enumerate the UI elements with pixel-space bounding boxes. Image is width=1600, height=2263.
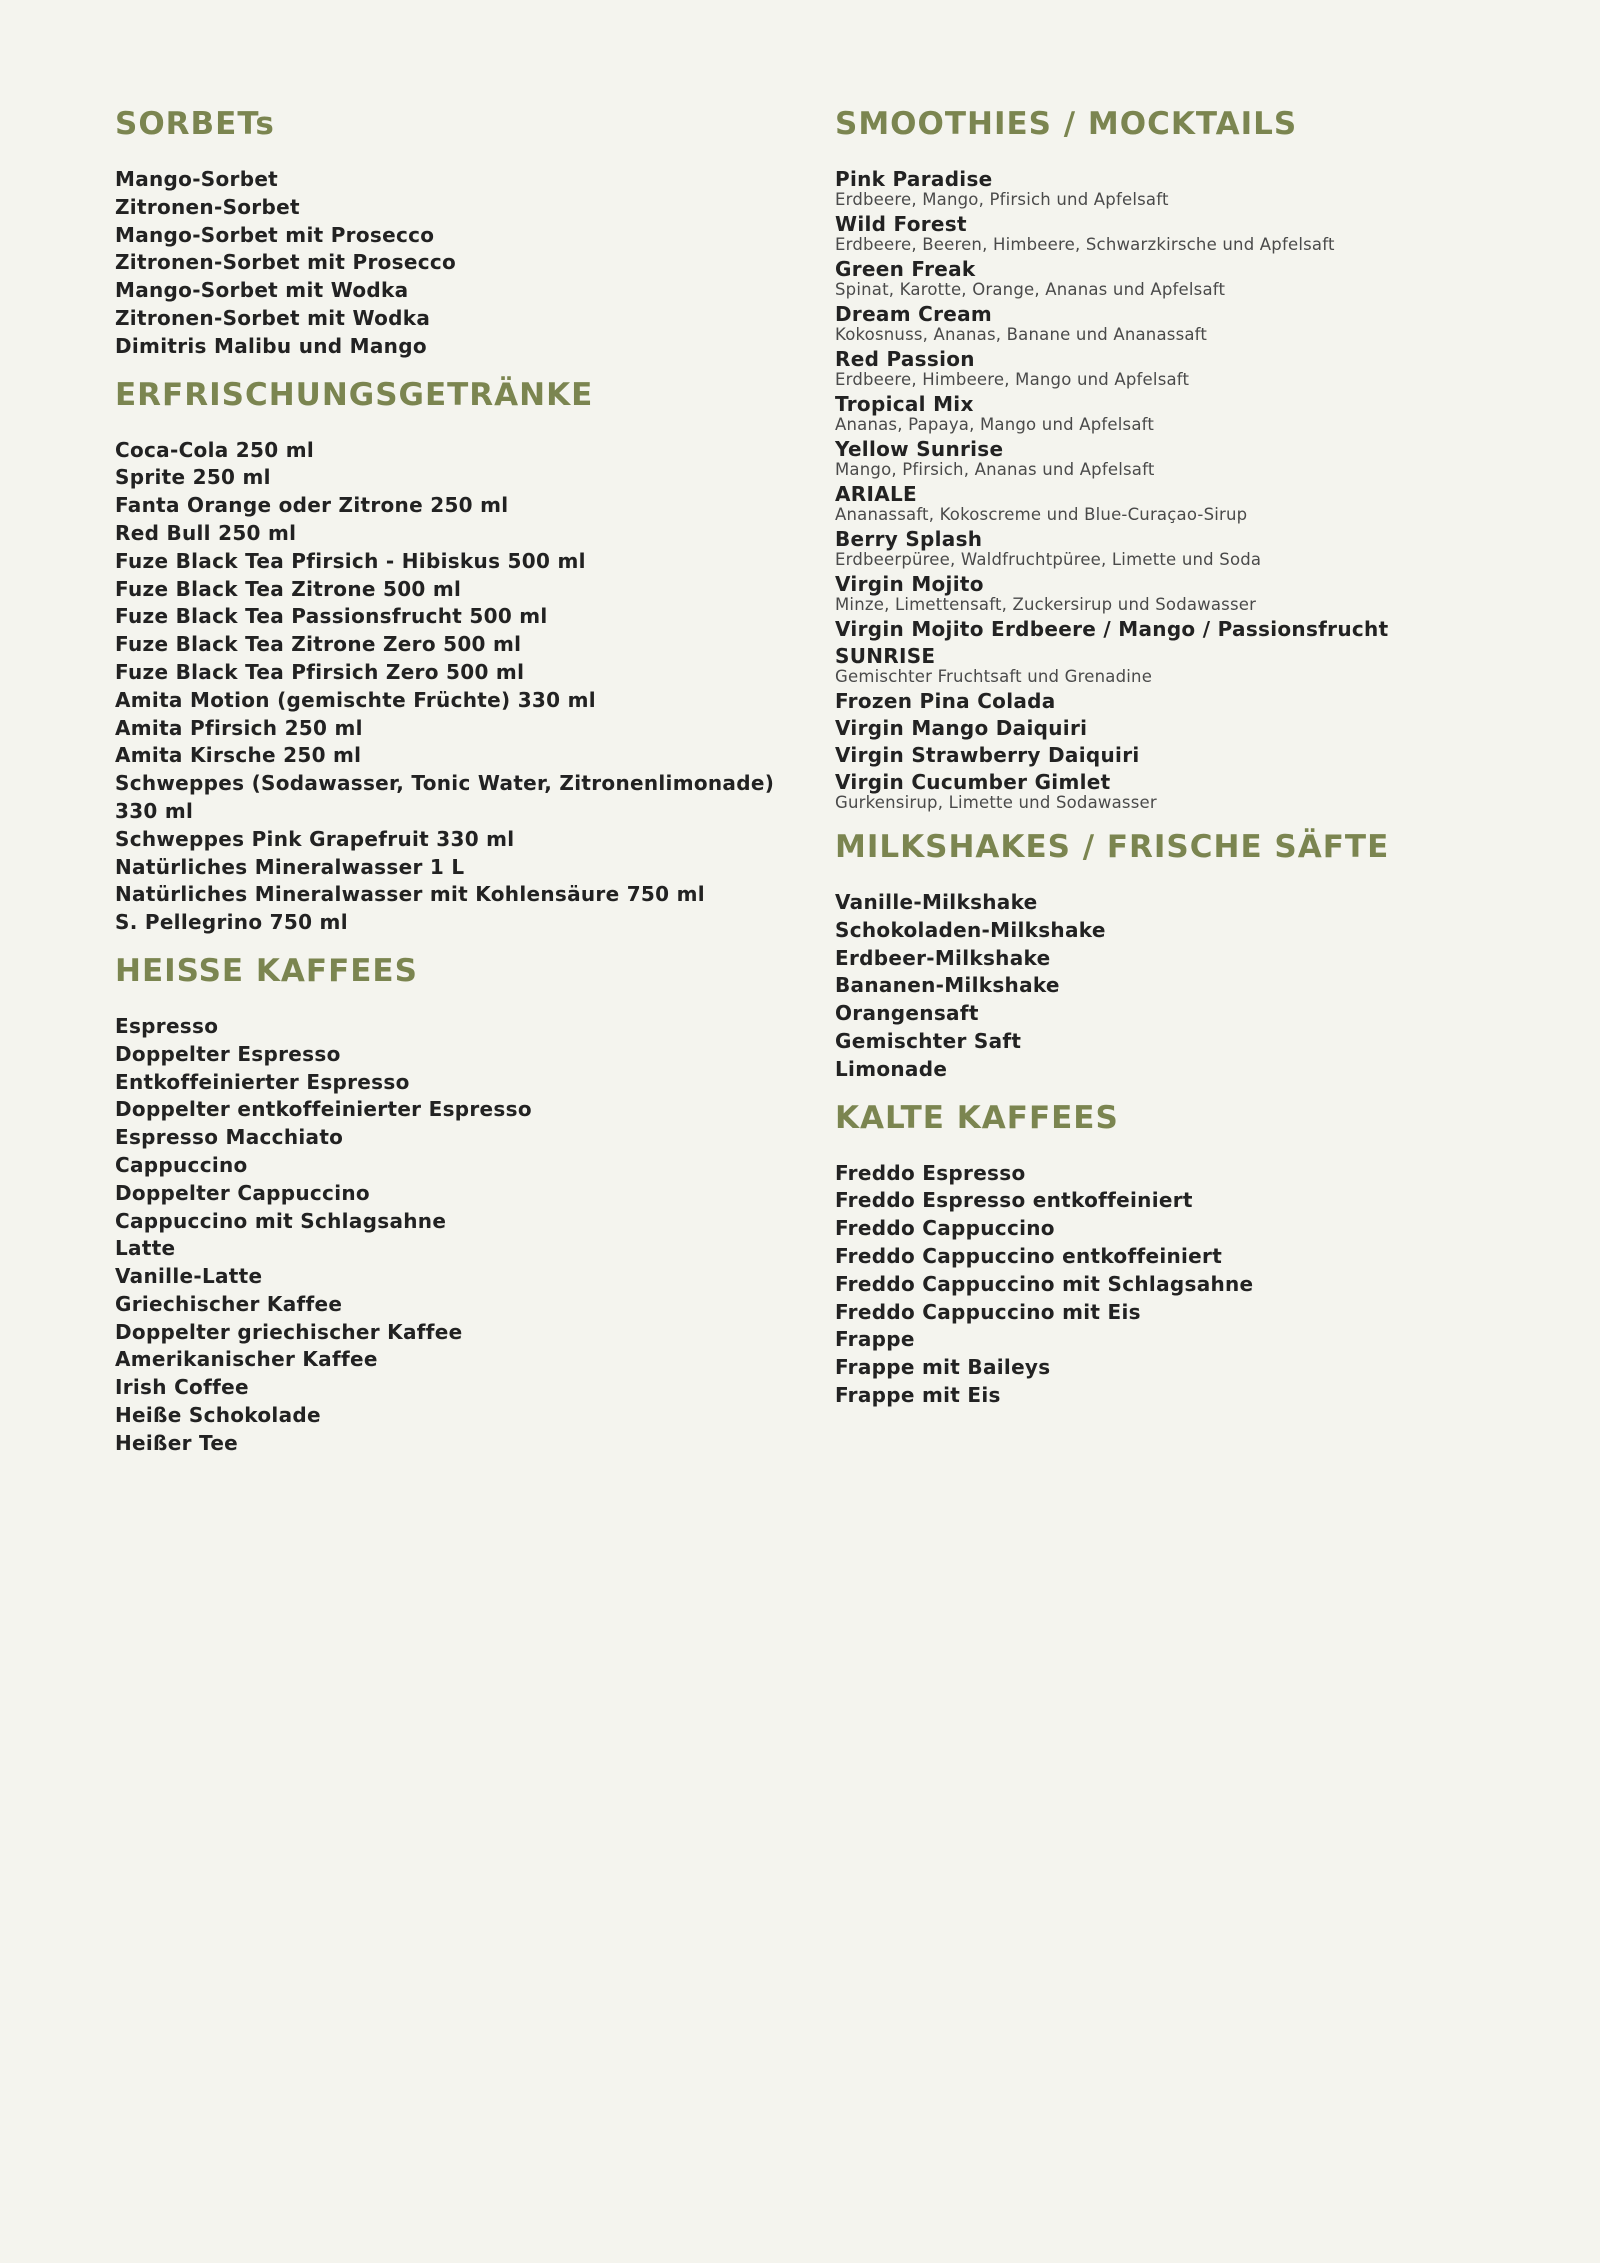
item-description: Mango, Pfirsich, Ananas und Apfelsaft — [835, 460, 1155, 479]
menu-item — [115, 1263, 795, 1291]
menu-item — [835, 1243, 1535, 1271]
item-name: Irish Coffee — [115, 1375, 249, 1400]
item-name: Frappe mit Baileys — [835, 1355, 1051, 1380]
menu-item — [835, 643, 1535, 687]
item-name: Virgin Mango Daiquiri — [835, 716, 1088, 740]
menu-item — [115, 659, 795, 687]
menu-item — [115, 603, 795, 631]
menu-item — [115, 1208, 795, 1236]
menu-item — [835, 1028, 1535, 1056]
left-column — [115, 104, 795, 1472]
item-name: Fuze Black Tea Pfirsich - Hibiskus 500 ml — [115, 548, 586, 573]
menu-item — [835, 889, 1535, 917]
section-title: HEISSE KAFFEES — [115, 952, 418, 989]
item-name: Berry Splash — [835, 527, 983, 551]
menu-item — [835, 688, 1535, 715]
item-name: Freddo Cappuccino mit Schlagsahne — [835, 1271, 1254, 1296]
item-name: Dimitris Malibu und Mango — [115, 333, 427, 358]
item-name: Gemischter Saft — [835, 1028, 1022, 1053]
menu-item — [835, 1056, 1535, 1084]
item-name: Frappe mit Eis — [835, 1382, 1001, 1407]
item-description: Erdbeere, Mango, Pfirsich und Apfelsaft — [835, 190, 1169, 209]
item-name: Vanille-Milkshake — [835, 890, 1038, 914]
menu-item — [835, 1354, 1535, 1382]
item-name: Mango-Sorbet — [115, 167, 279, 191]
item-name: Tropical Mix — [835, 392, 974, 416]
item-name: Natürliches Mineralwasser 1 L — [115, 854, 465, 879]
menu-item — [835, 1299, 1535, 1327]
item-name: Cappuccino — [115, 1152, 248, 1177]
menu-item — [835, 616, 1535, 643]
item-name: Latte — [115, 1236, 176, 1261]
menu-item — [835, 1326, 1535, 1354]
menu-item — [835, 571, 1535, 615]
menu-item — [115, 1235, 795, 1263]
menu-item — [115, 437, 795, 465]
item-name: Natürliches Mineralwasser mit Kohlensäure 750 ml — [115, 882, 705, 907]
menu-item — [835, 436, 1535, 480]
item-name: Amerikanischer Kaffee — [115, 1347, 378, 1372]
menu-item — [835, 769, 1535, 813]
item-description: Spinat, Karotte, Orange, Ananas und Apfelsaft — [835, 280, 1226, 299]
menu-item — [115, 305, 795, 333]
item-name: Orangensaft — [835, 1001, 979, 1026]
menu-item — [835, 346, 1535, 390]
item-name: Sprite 250 ml — [115, 465, 271, 490]
item-name: Freddo Cappuccino entkoffeiniert — [835, 1243, 1223, 1268]
menu-section-milkshakes-frische-safte — [835, 827, 1535, 1084]
menu-item — [115, 1096, 795, 1124]
menu-section-erfrischungsgetranke — [115, 375, 795, 937]
item-name: Griechischer Kaffee — [115, 1291, 343, 1316]
menu-item — [115, 854, 795, 882]
item-name: Vanille-Latte — [115, 1264, 263, 1289]
section-title: KALTE KAFFEES — [835, 1099, 1119, 1136]
menu-item — [835, 481, 1535, 525]
menu-item — [835, 166, 1535, 210]
menu-item — [115, 631, 795, 659]
menu-section-kalte-kaffees — [835, 1098, 1535, 1410]
menu-item — [835, 742, 1535, 769]
menu-item — [115, 1346, 795, 1374]
menu-section-heisse-kaffees — [115, 951, 795, 1458]
item-name: S. Pellegrino 750 ml — [115, 910, 348, 935]
item-name: Erdbeer-Milkshake — [835, 945, 1051, 970]
menu-section-sorbets — [115, 104, 795, 361]
item-name: Doppelter griechischer Kaffee — [115, 1319, 463, 1344]
menu-item — [835, 1271, 1535, 1299]
item-name: Fuze Black Tea Pfirsich Zero 500 ml — [115, 659, 525, 684]
item-name: Freddo Cappuccino — [835, 1216, 1055, 1241]
item-name: Zitronen-Sorbet mit Prosecco — [115, 250, 457, 275]
item-description: Minze, Limettensaft, Zuckersirup und Sodawasser — [835, 595, 1257, 614]
item-name: Zitronen-Sorbet mit Wodka — [115, 305, 431, 330]
right-column — [835, 104, 1535, 1424]
menu-item — [835, 1382, 1535, 1410]
item-name: Coca-Cola 250 ml — [115, 437, 315, 462]
menu-item — [835, 256, 1535, 300]
item-name: Zitronen-Sorbet — [115, 194, 300, 219]
item-name: Doppelter Cappuccino — [115, 1180, 370, 1205]
menu-item — [835, 917, 1535, 945]
item-name: Wild Forest — [835, 212, 967, 236]
menu-item — [835, 972, 1535, 1000]
item-name: Fuze Black Tea Passionsfrucht 500 ml — [115, 604, 548, 629]
menu-item — [115, 1013, 795, 1041]
item-description: Erdbeere, Beeren, Himbeere, Schwarzkirsche und Apfelsaft — [835, 235, 1335, 254]
menu-item — [115, 1374, 795, 1402]
menu-item — [115, 520, 795, 548]
item-description: Kokosnuss, Ananas, Banane und Ananassaft — [835, 325, 1208, 344]
item-name: Doppelter entkoffeinierter Espresso — [115, 1097, 532, 1122]
item-name: Heißer Tee — [115, 1430, 239, 1455]
menu-item — [115, 1319, 795, 1347]
menu-item — [835, 945, 1535, 973]
menu-item — [115, 715, 795, 743]
menu-item — [115, 166, 795, 194]
menu-item — [115, 770, 795, 826]
item-description: Ananas, Papaya, Mango und Apfelsaft — [835, 415, 1155, 434]
menu-item — [835, 715, 1535, 742]
item-name: Virgin Mojito — [835, 572, 984, 596]
menu-item — [115, 1430, 795, 1458]
menu-item — [115, 222, 795, 250]
item-name: Espresso Macchiato — [115, 1125, 344, 1150]
menu-item — [115, 464, 795, 492]
menu-section-smoothies-mocktails — [835, 104, 1535, 813]
menu-item — [835, 1000, 1535, 1028]
item-name: Schweppes Pink Grapefruit 330 ml — [115, 826, 515, 851]
menu-item — [115, 1069, 795, 1097]
item-name: Limonade — [835, 1056, 948, 1081]
menu-item — [835, 526, 1535, 570]
menu-item — [115, 1152, 795, 1180]
item-name: Fanta Orange oder Zitrone 250 ml — [115, 493, 509, 518]
item-description: Erdbeere, Himbeere, Mango und Apfelsaft — [835, 370, 1190, 389]
item-name: Fuze Black Tea Zitrone 500 ml — [115, 576, 462, 601]
menu-item — [115, 881, 795, 909]
item-name: Mango-Sorbet mit Prosecco — [115, 222, 435, 247]
item-name: Amita Pfirsich 250 ml — [115, 715, 363, 740]
item-name: Virgin Strawberry Daiquiri — [835, 743, 1140, 767]
item-name: Amita Kirsche 250 ml — [115, 743, 362, 768]
menu-item — [115, 1402, 795, 1430]
item-name: Espresso — [115, 1013, 219, 1038]
menu-item — [115, 826, 795, 854]
item-name: Freddo Cappuccino mit Eis — [835, 1299, 1141, 1324]
item-name: Schweppes (Sodawasser, Tonic Water, Zitronenlimonade) 330 ml — [115, 771, 775, 823]
item-name: Bananen-Milkshake — [835, 973, 1060, 998]
menu-item — [835, 1187, 1535, 1215]
item-name: Freddo Espresso entkoffeiniert — [835, 1188, 1193, 1213]
menu-item — [115, 687, 795, 715]
item-name: Dream Cream — [835, 302, 993, 326]
menu-item — [835, 301, 1535, 345]
item-description: Erdbeerpüree, Waldfruchtpüree, Limette und Soda — [835, 550, 1262, 569]
item-name: Pink Paradise — [835, 167, 993, 191]
menu-item — [115, 194, 795, 222]
menu-item — [115, 1124, 795, 1152]
item-name: Virgin Cucumber Gimlet — [835, 770, 1111, 794]
menu-item — [115, 492, 795, 520]
item-name: Green Freak — [835, 257, 976, 281]
item-name: Amita Motion (gemischte Früchte) 330 ml — [115, 687, 596, 712]
item-name: Fuze Black Tea Zitrone Zero 500 ml — [115, 632, 522, 657]
menu-item — [115, 277, 795, 305]
item-name: Cappuccino mit Schlagsahne — [115, 1208, 447, 1233]
menu-item — [115, 576, 795, 604]
section-title: MILKSHAKES / FRISCHE SÄFTE — [835, 829, 1390, 865]
menu-item — [835, 1215, 1535, 1243]
menu-item — [835, 1160, 1535, 1188]
item-name: Mango-Sorbet mit Wodka — [115, 278, 409, 303]
item-name: Entkoffeinierter Espresso — [115, 1069, 410, 1094]
item-description: Ananassaft, Kokoscreme und Blue-Curaçao-Sirup — [835, 505, 1248, 524]
item-name: Yellow Sunrise — [835, 437, 1004, 461]
item-name: Red Bull 250 ml — [115, 520, 297, 545]
item-name: ARIALE — [835, 482, 918, 506]
menu-item — [835, 211, 1535, 255]
menu-item — [115, 249, 795, 277]
menu-item — [115, 1291, 795, 1319]
item-name: Frappe — [835, 1327, 915, 1352]
menu-item — [115, 548, 795, 576]
menu-item — [835, 391, 1535, 435]
section-title: ERFRISCHUNGSGETRÄNKE — [115, 376, 594, 413]
menu-item — [115, 333, 795, 361]
item-name: Red Passion — [835, 347, 975, 371]
item-name: Frozen Pina Colada — [835, 689, 1056, 713]
menu-item — [115, 742, 795, 770]
item-name: Freddo Espresso — [835, 1160, 1026, 1185]
item-description: Gurkensirup, Limette und Sodawasser — [835, 793, 1157, 812]
menu-item — [115, 1180, 795, 1208]
item-name: Virgin Mojito Erdbeere / Mango / Passionsfrucht — [835, 617, 1389, 641]
menu-item — [115, 909, 795, 937]
menu-item — [115, 1041, 795, 1069]
section-title: SMOOTHIES / MOCKTAILS — [835, 106, 1298, 142]
item-name: Doppelter Espresso — [115, 1041, 341, 1066]
item-name: Heiße Schokolade — [115, 1403, 321, 1428]
section-title: SORBETs — [115, 106, 275, 142]
item-description: Gemischter Fruchtsaft und Grenadine — [835, 667, 1153, 686]
item-name: Schokoladen-Milkshake — [835, 917, 1106, 942]
item-name: SUNRISE — [835, 644, 936, 668]
